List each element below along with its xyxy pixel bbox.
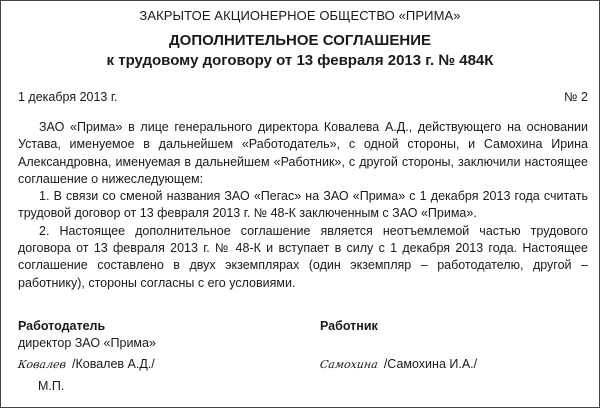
employer-position: директор ЗАО «Прима» <box>18 336 156 350</box>
employee-handwritten-signature: Самохина <box>319 358 379 371</box>
agreement-body <box>18 119 588 292</box>
employer-handwritten-signature: Ковалев <box>17 358 67 371</box>
employee-heading: Работник <box>320 319 378 333</box>
document-date: 1 декабря 2013 г. <box>18 90 118 104</box>
employee-signature-line <box>320 356 477 373</box>
document-subtitle: к трудовому договору от 13 февраля 2013 г. № 484К <box>106 52 494 69</box>
stamp-place: М.П. <box>38 379 65 393</box>
intro-paragraph: ЗАО «Прима» в лице генерального директора Ковалева А.Д., действующего на основании Устава, именуемое в дальнейшем «Работодатель», с одной стороны, и Самохина Ирина Александровна, именуемая в дальнейшем «Работник», с другой стороны, заключили настоящее соглашение о нижеследующем: <box>18 120 588 186</box>
employee-name: /Самохина И.А./ <box>383 357 478 371</box>
document-number: № 2 <box>564 90 588 104</box>
clause-1: 1. В связи со сменой названия ЗАО «Пегас» на ЗАО «Прима» с 1 декабря 2013 года считать трудовой договор от 13 февраля 2013 г. № 48-К заключенным с ЗАО «Прима». <box>18 189 588 221</box>
employer-name: /Ковалев А.Д./ <box>72 357 155 371</box>
employer-heading: Работодатель <box>18 319 106 333</box>
employer-signature-block <box>18 318 156 373</box>
document-title: ДОПОЛНИТЕЛЬНОЕ СОГЛАШЕНИЕ <box>168 32 432 49</box>
employee-signature-block <box>320 318 477 373</box>
clause-2: 2. Настоящее дополнительное соглашение является неотъемлемой частью трудового договора от 13 февраля 2013 г. № 48-К и вступает в силу с 1 декабря 2013 года. Настоящее соглашение составлено в двух экземплярах (один экземпляр – работодателю, другой – работнику), стороны согласны с его условиями. <box>18 223 588 290</box>
company-name: ЗАКРЫТОЕ АКЦИОНЕРНОЕ ОБЩЕСТВО «ПРИМА» <box>139 8 461 23</box>
spacer <box>320 335 477 352</box>
employer-signature-line <box>18 356 156 373</box>
